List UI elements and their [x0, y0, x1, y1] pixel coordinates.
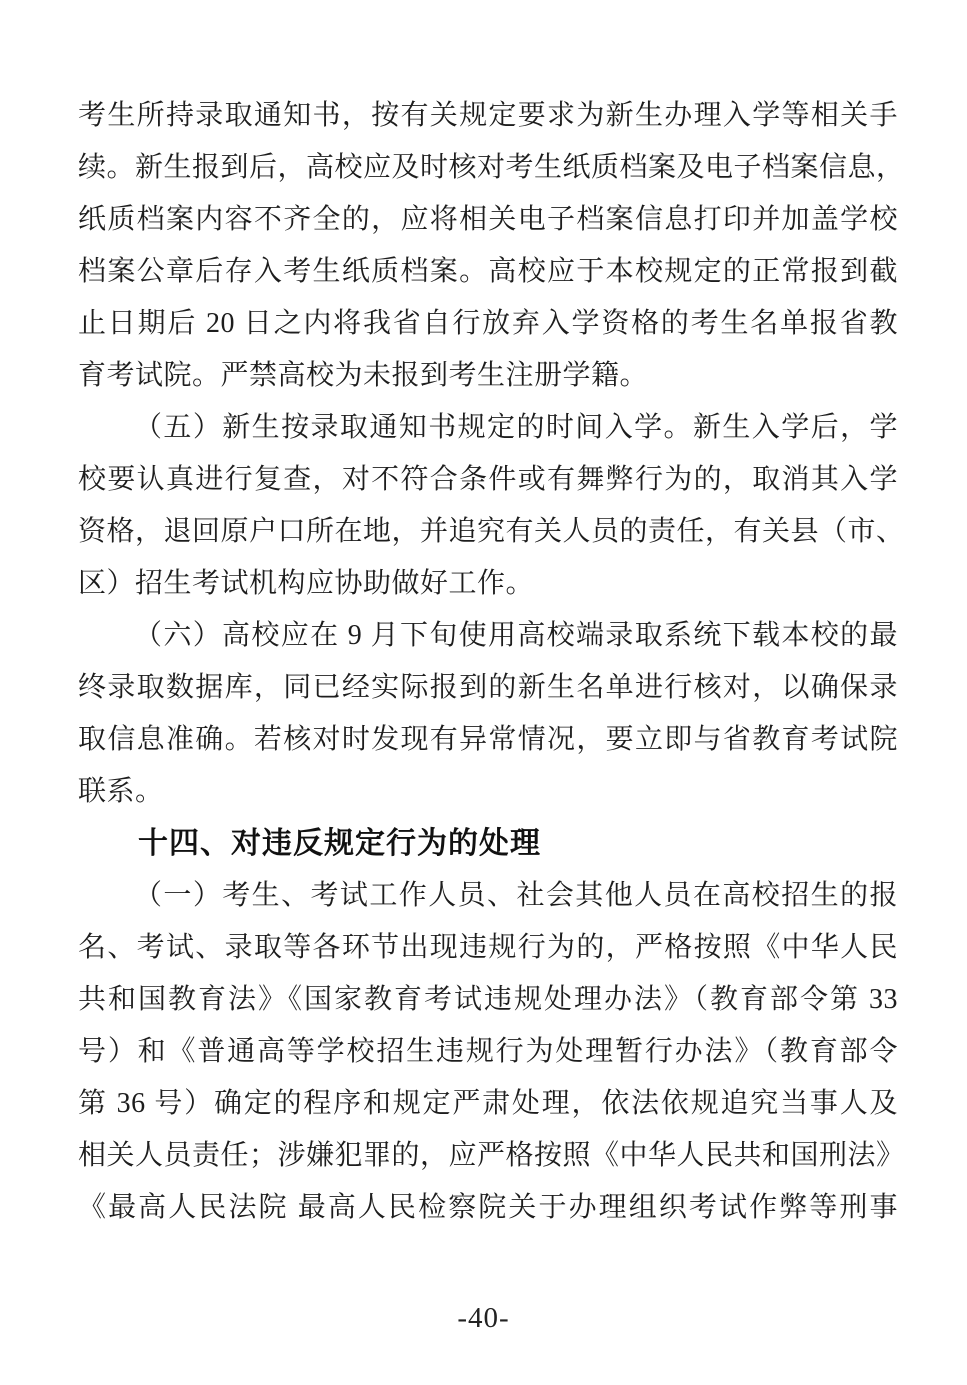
page-body: [78, 90, 905, 1234]
section-heading: 十四、对违反规定行为的处理: [138, 827, 541, 860]
text-line: 相关人员责任；涉嫌犯罪的，应严格按照《中华人民共和国刑法》: [78, 1140, 905, 1171]
text-line: （六）高校应在 9 月下旬使用高校端录取系统下载本校的最: [134, 620, 898, 651]
text-line: 第 36 号）确定的程序和规定严肃处理，依法依规追究当事人及: [78, 1088, 898, 1119]
page-number: -40-: [457, 1302, 510, 1334]
text-line: 续。新生报到后，高校应及时核对考生纸质档案及电子档案信息，: [78, 152, 905, 183]
text-line: 取信息准确。若核对时发现有异常情况，要立即与省教育考试院: [78, 724, 898, 755]
text-line: 号）和《普通高等学校招生违规行为处理暂行办法》（教育部令: [78, 1036, 898, 1067]
text-line: 资格，退回原户口所在地，并追究有关人员的责任，有关县（市、: [78, 516, 905, 547]
text-line: 纸质档案内容不齐全的，应将相关电子档案信息打印并加盖学校: [78, 204, 898, 235]
text-line: （一）考生、考试工作人员、社会其他人员在高校招生的报: [134, 880, 898, 911]
text-line: 名、考试、录取等各环节出现违规行为的，严格按照《中华人民: [78, 932, 898, 963]
text-line: 《最高人民法院 最高人民检察院关于办理组织考试作弊等刑事: [78, 1192, 898, 1223]
text-line: 考生所持录取通知书，按有关规定要求为新生办理入学等相关手: [78, 100, 898, 131]
text-line: 区）招生考试机构应协助做好工作。: [78, 568, 535, 599]
text-line: 终录取数据库，同已经实际报到的新生名单进行核对，以确保录: [78, 672, 898, 703]
text-line: 联系。: [78, 776, 164, 807]
text-line: 育考试院。严禁高校为未报到考生注册学籍。: [78, 360, 649, 391]
text-line: 校要认真进行复查，对不符合条件或有舞弊行为的，取消其入学: [78, 464, 898, 495]
text-line: （五）新生按录取通知书规定的时间入学。新生入学后，学: [134, 412, 898, 443]
text-line: 共和国教育法》《国家教育考试违规处理办法》（教育部令第 33: [78, 984, 898, 1015]
text-line: 档案公章后存入考生纸质档案。高校应于本校规定的正常报到截: [78, 256, 898, 287]
text-line: 止日期后 20 日之内将我省自行放弃入学资格的考生名单报省教: [78, 308, 898, 339]
